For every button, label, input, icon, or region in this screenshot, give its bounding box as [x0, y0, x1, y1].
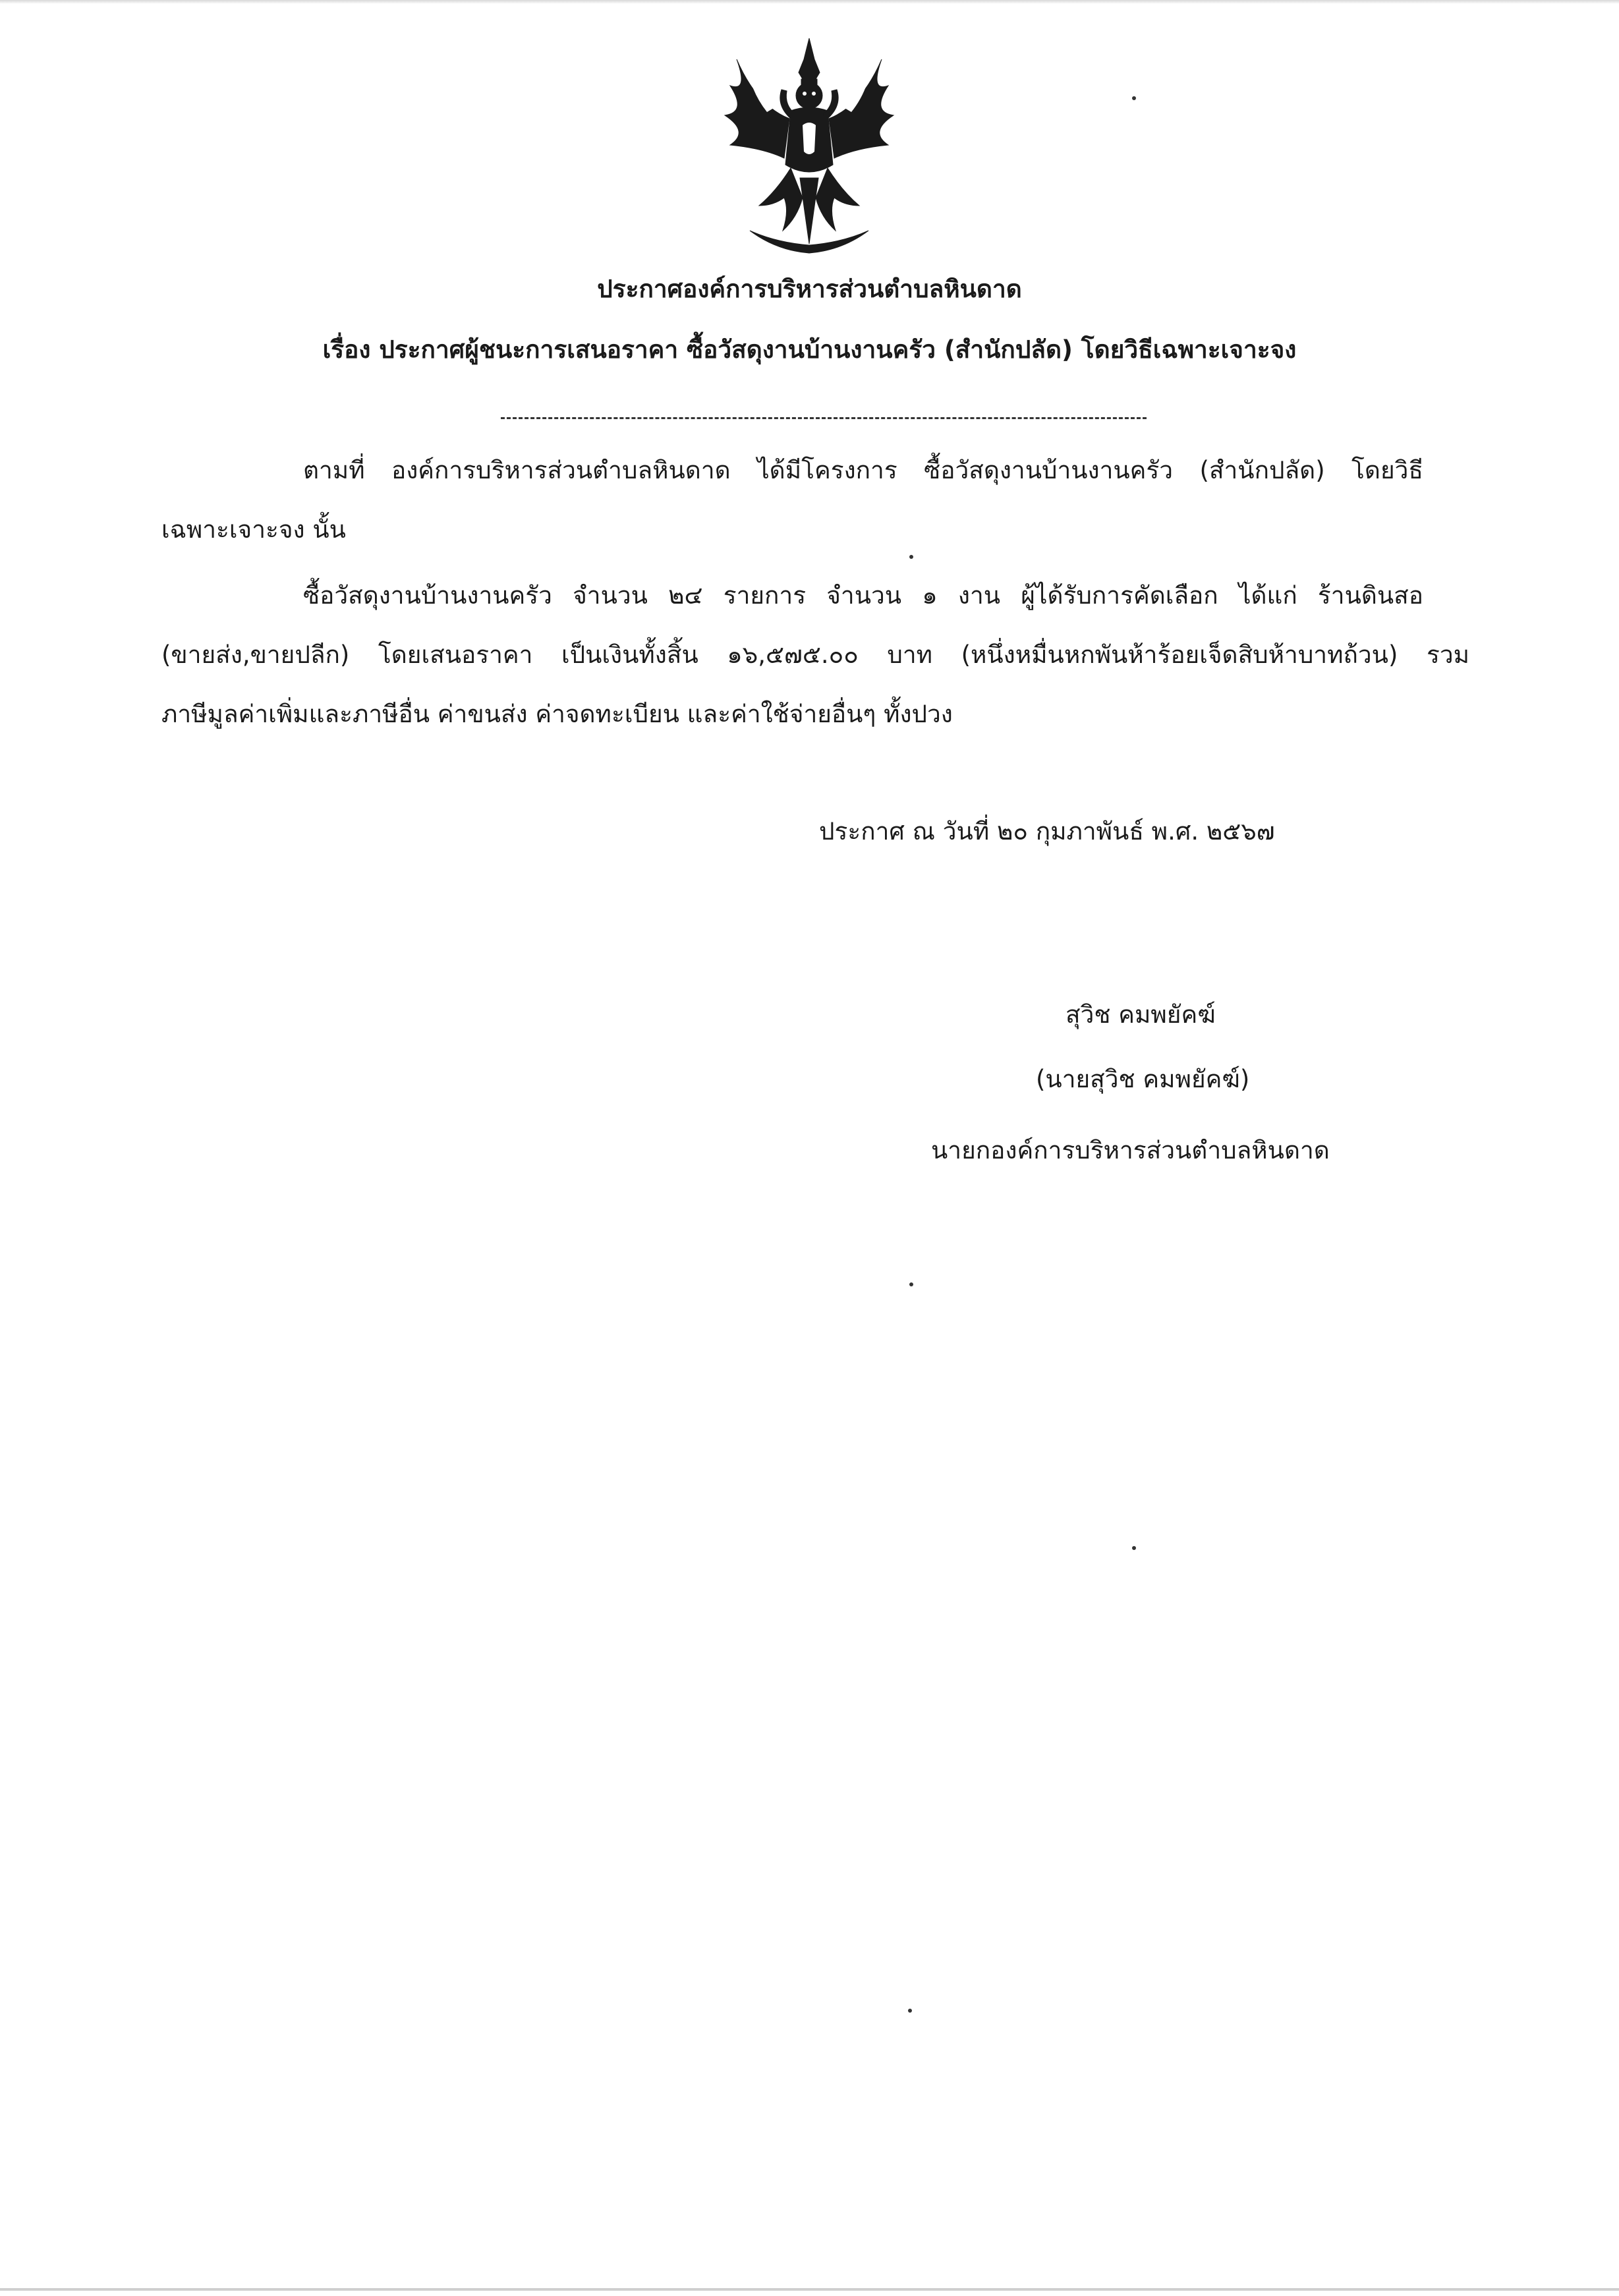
signature-printed-name: (นายสุวิช คมพยัคฆ์)	[1036, 1065, 1250, 1093]
announcement-date: ประกาศ ณ วันที่ ๒๐ กุมภาพันธ์ พ.ศ. ๒๕๖๗	[819, 817, 1275, 846]
scan-edge-top	[0, 0, 1619, 4]
document-title: ประกาศองค์การบริหารส่วนตำบลหินดาด	[597, 275, 1022, 303]
scan-speck	[909, 555, 913, 559]
scan-speck	[1132, 1546, 1136, 1550]
paragraph-1-line-2: เฉพาะเจาะจง นั้น	[161, 515, 346, 544]
scan-speck	[908, 2009, 912, 2013]
paragraph-2-line-2: (ขายส่ง,ขายปลีก) โดยเสนอราคา เป็นเงินทั้งสิ้น ๑๖,๕๗๕.๐๐ บาท (หนึ่งหมื่นหกพันห้าร้อยเจ็ดสิบห้าบาทถ้วน) รวม	[161, 641, 1469, 669]
scan-speck	[909, 1282, 913, 1286]
scan-speck	[1132, 96, 1136, 100]
signature-position: นายกองค์การบริหารส่วนตำบลหินดาด	[931, 1136, 1330, 1164]
paragraph-2-line-3: ภาษีมูลค่าเพิ่มและภาษีอื่น ค่าขนส่ง ค่าจดทะเบียน และค่าใช้จ่ายอื่นๆ ทั้งปวง	[161, 700, 953, 728]
document-subject: เรื่อง ประกาศผู้ชนะการเสนอราคา ซื้อวัสดุงานบ้านงานครัว (สำนักปลัด) โดยวิธีเฉพาะเจาะจง	[322, 335, 1297, 364]
paragraph-2-line-1: ซื้อวัสดุงานบ้านงานครัว จำนวน ๒๔ รายการ จำนวน ๑ งาน ผู้ได้รับการคัดเลือก ได้แก่ ร้านดินสอ	[303, 581, 1423, 610]
scan-edge-bottom	[0, 2288, 1619, 2291]
dashed-divider	[501, 417, 1147, 419]
garuda-emblem-icon	[710, 33, 908, 257]
paragraph-1-line-1: ตามที่ องค์การบริหารส่วนตำบลหินดาด ได้มีโครงการ ซื้อวัสดุงานบ้านงานครัว (สำนักปลัด) โดยวิธี	[303, 456, 1423, 484]
signature-name: สุวิช คมพยัคฆ์	[1065, 1000, 1216, 1029]
